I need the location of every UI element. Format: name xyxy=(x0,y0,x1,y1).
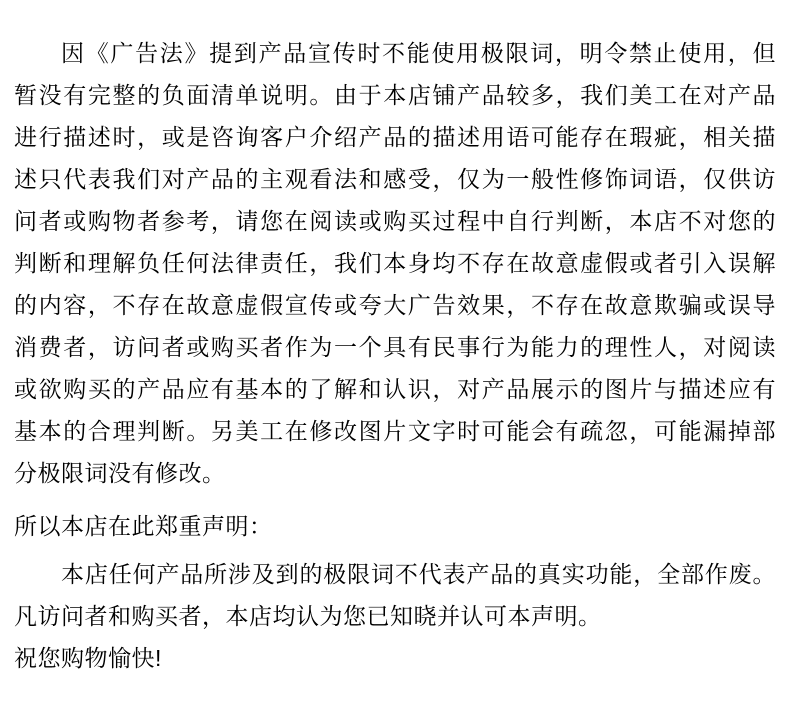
disclaimer-line: 的内容，不存在故意虚假宣传或夸大广告效果，不存在故意欺骗或误导 xyxy=(14,292,776,318)
declaration-line: 本店任何产品所涉及到的极限词不代表产品的真实功能，全部作废。 xyxy=(61,561,776,587)
disclaimer-line: 问者或购物者参考，请您在阅读或购买过程中自行判断，本店不对您的 xyxy=(14,208,776,234)
disclaimer-line: 述只代表我们对产品的主观看法和感受，仅为一般性修饰词语，仅供访 xyxy=(14,166,776,192)
closing-greeting: 祝您购物愉快! xyxy=(14,645,162,671)
disclaimer-line: 消费者，访问者或购买者作为一个具有民事行为能力的理性人，对阅读 xyxy=(14,334,776,360)
disclaimer-line: 判断和理解负任何法律责任，我们本身均不存在故意虚假或者引入误解 xyxy=(14,250,776,276)
disclaimer-line: 或欲购买的产品应有基本的了解和认识，对产品展示的图片与描述应有 xyxy=(14,376,776,402)
disclaimer-line: 暂没有完整的负面清单说明。由于本店铺产品较多，我们美工在对产品 xyxy=(14,82,776,108)
disclaimer-line: 因《广告法》提到产品宣传时不能使用极限词，明令禁止使用，但 xyxy=(61,40,776,66)
declaration-heading: 所以本店在此郑重声明： xyxy=(14,513,273,539)
declaration-paragraph xyxy=(14,553,776,637)
declaration-line: 凡访问者和购买者，本店均认为您已知晓并认可本声明。 xyxy=(14,603,602,629)
disclaimer-line: 基本的合理判断。另美工在修改图片文字时可能会有疏忽，可能漏掉部 xyxy=(14,418,776,444)
disclaimer-line: 进行描述时，或是咨询客户介绍产品的描述用语可能存在瑕疵，相关描 xyxy=(14,124,776,150)
disclaimer-line: 分极限词没有修改。 xyxy=(14,460,226,486)
disclaimer-paragraph xyxy=(14,32,776,494)
